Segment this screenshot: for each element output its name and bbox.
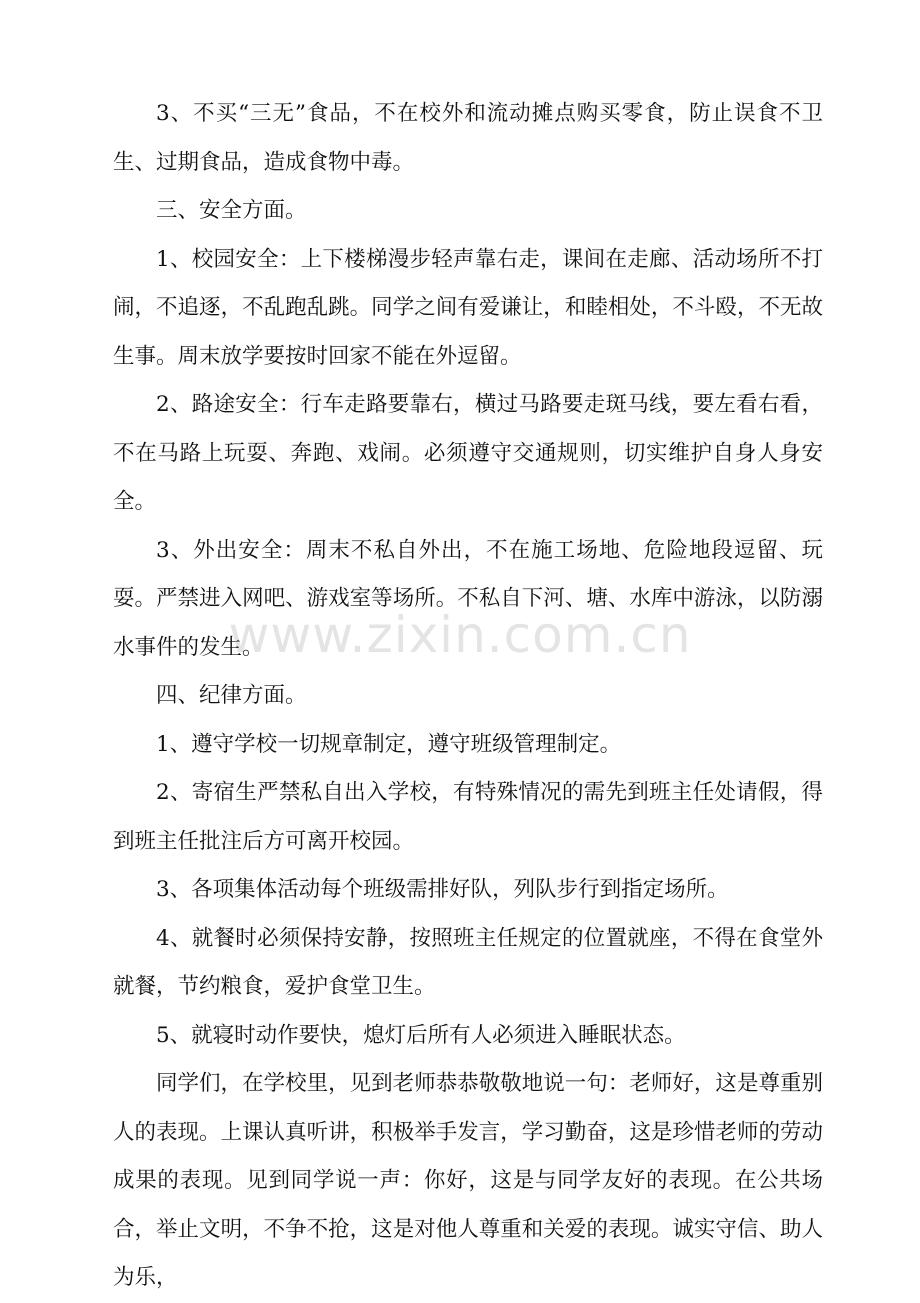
paragraph-group-activities: 3、各项集体活动每个班级需排好队，列队步行到指定场所。 [156,877,729,902]
paragraph-bedtime: 5、就寝时动作要快，熄灯后所有人必须进入睡眠状态。 [156,1022,686,1048]
paragraph-food-safety: 3、不买“三无”食品，不在校外和流动摊点购买零食，防止误食不卫生、过期食品，造成食物中毒。 [113,101,823,175]
paragraph-boarders: 2、寄宿生严禁私自出入学校，有特殊情况的需先到班主任处请假，得到班主任批注后方可离开校园。 [113,780,823,854]
paragraph-road-safety: 2、路途安全：行车走路要靠右，横过马路要走斑马线，要左看右看，不在马路上玩耍、奔跑、戏闹。必须遵守交通规则，切实维护自身人身安全。 [113,392,823,514]
section-heading-discipline: 四、纪律方面。 [156,683,307,708]
paragraph-dining: 4、就餐时必须保持安静，按照班主任规定的位置就座，不得在食堂外就餐，节约粮食，爱护食堂卫生。 [113,925,823,999]
paragraph-conclusion: 同学们，在学校里，见到老师恭恭敬敬地说一句：老师好，这是尊重别人的表现。上课认真听讲，积极举手发言，学习勤奋，这是珍惜老师的劳动成果的表现。见到同学说一声：你好，这是与同学友好的表现。在公共场合，举止文明，不争不抢，这是对他人尊重和关爱的表现。诚实守信、助人为乐， [113,1071,823,1290]
section-heading-safety: 三、安全方面。 [156,198,307,223]
paragraph-rules: 1、遵守学校一切规章制定，遵守班级管理制定。 [156,731,622,757]
paragraph-campus-safety: 1、校园安全：上下楼梯漫步轻声靠右走，课间在走廊、活动场所不打闹，不追逐，不乱跑乱跳。同学之间有爱谦让，和睦相处，不斗殴，不无故生事。周末放学要按时回家不能在外逗留。 [113,246,823,369]
paragraph-outing-safety: 3、外出安全：周末不私自外出，不在施工场地、危险地段逗留、玩耍。严禁进入网吧、游戏室等场所。不私自下河、塘、水库中游泳，以防溺水事件的发生。 [113,537,823,660]
document-body [113,90,823,1303]
watermark: www.zixin.com.cn [228,606,692,664]
